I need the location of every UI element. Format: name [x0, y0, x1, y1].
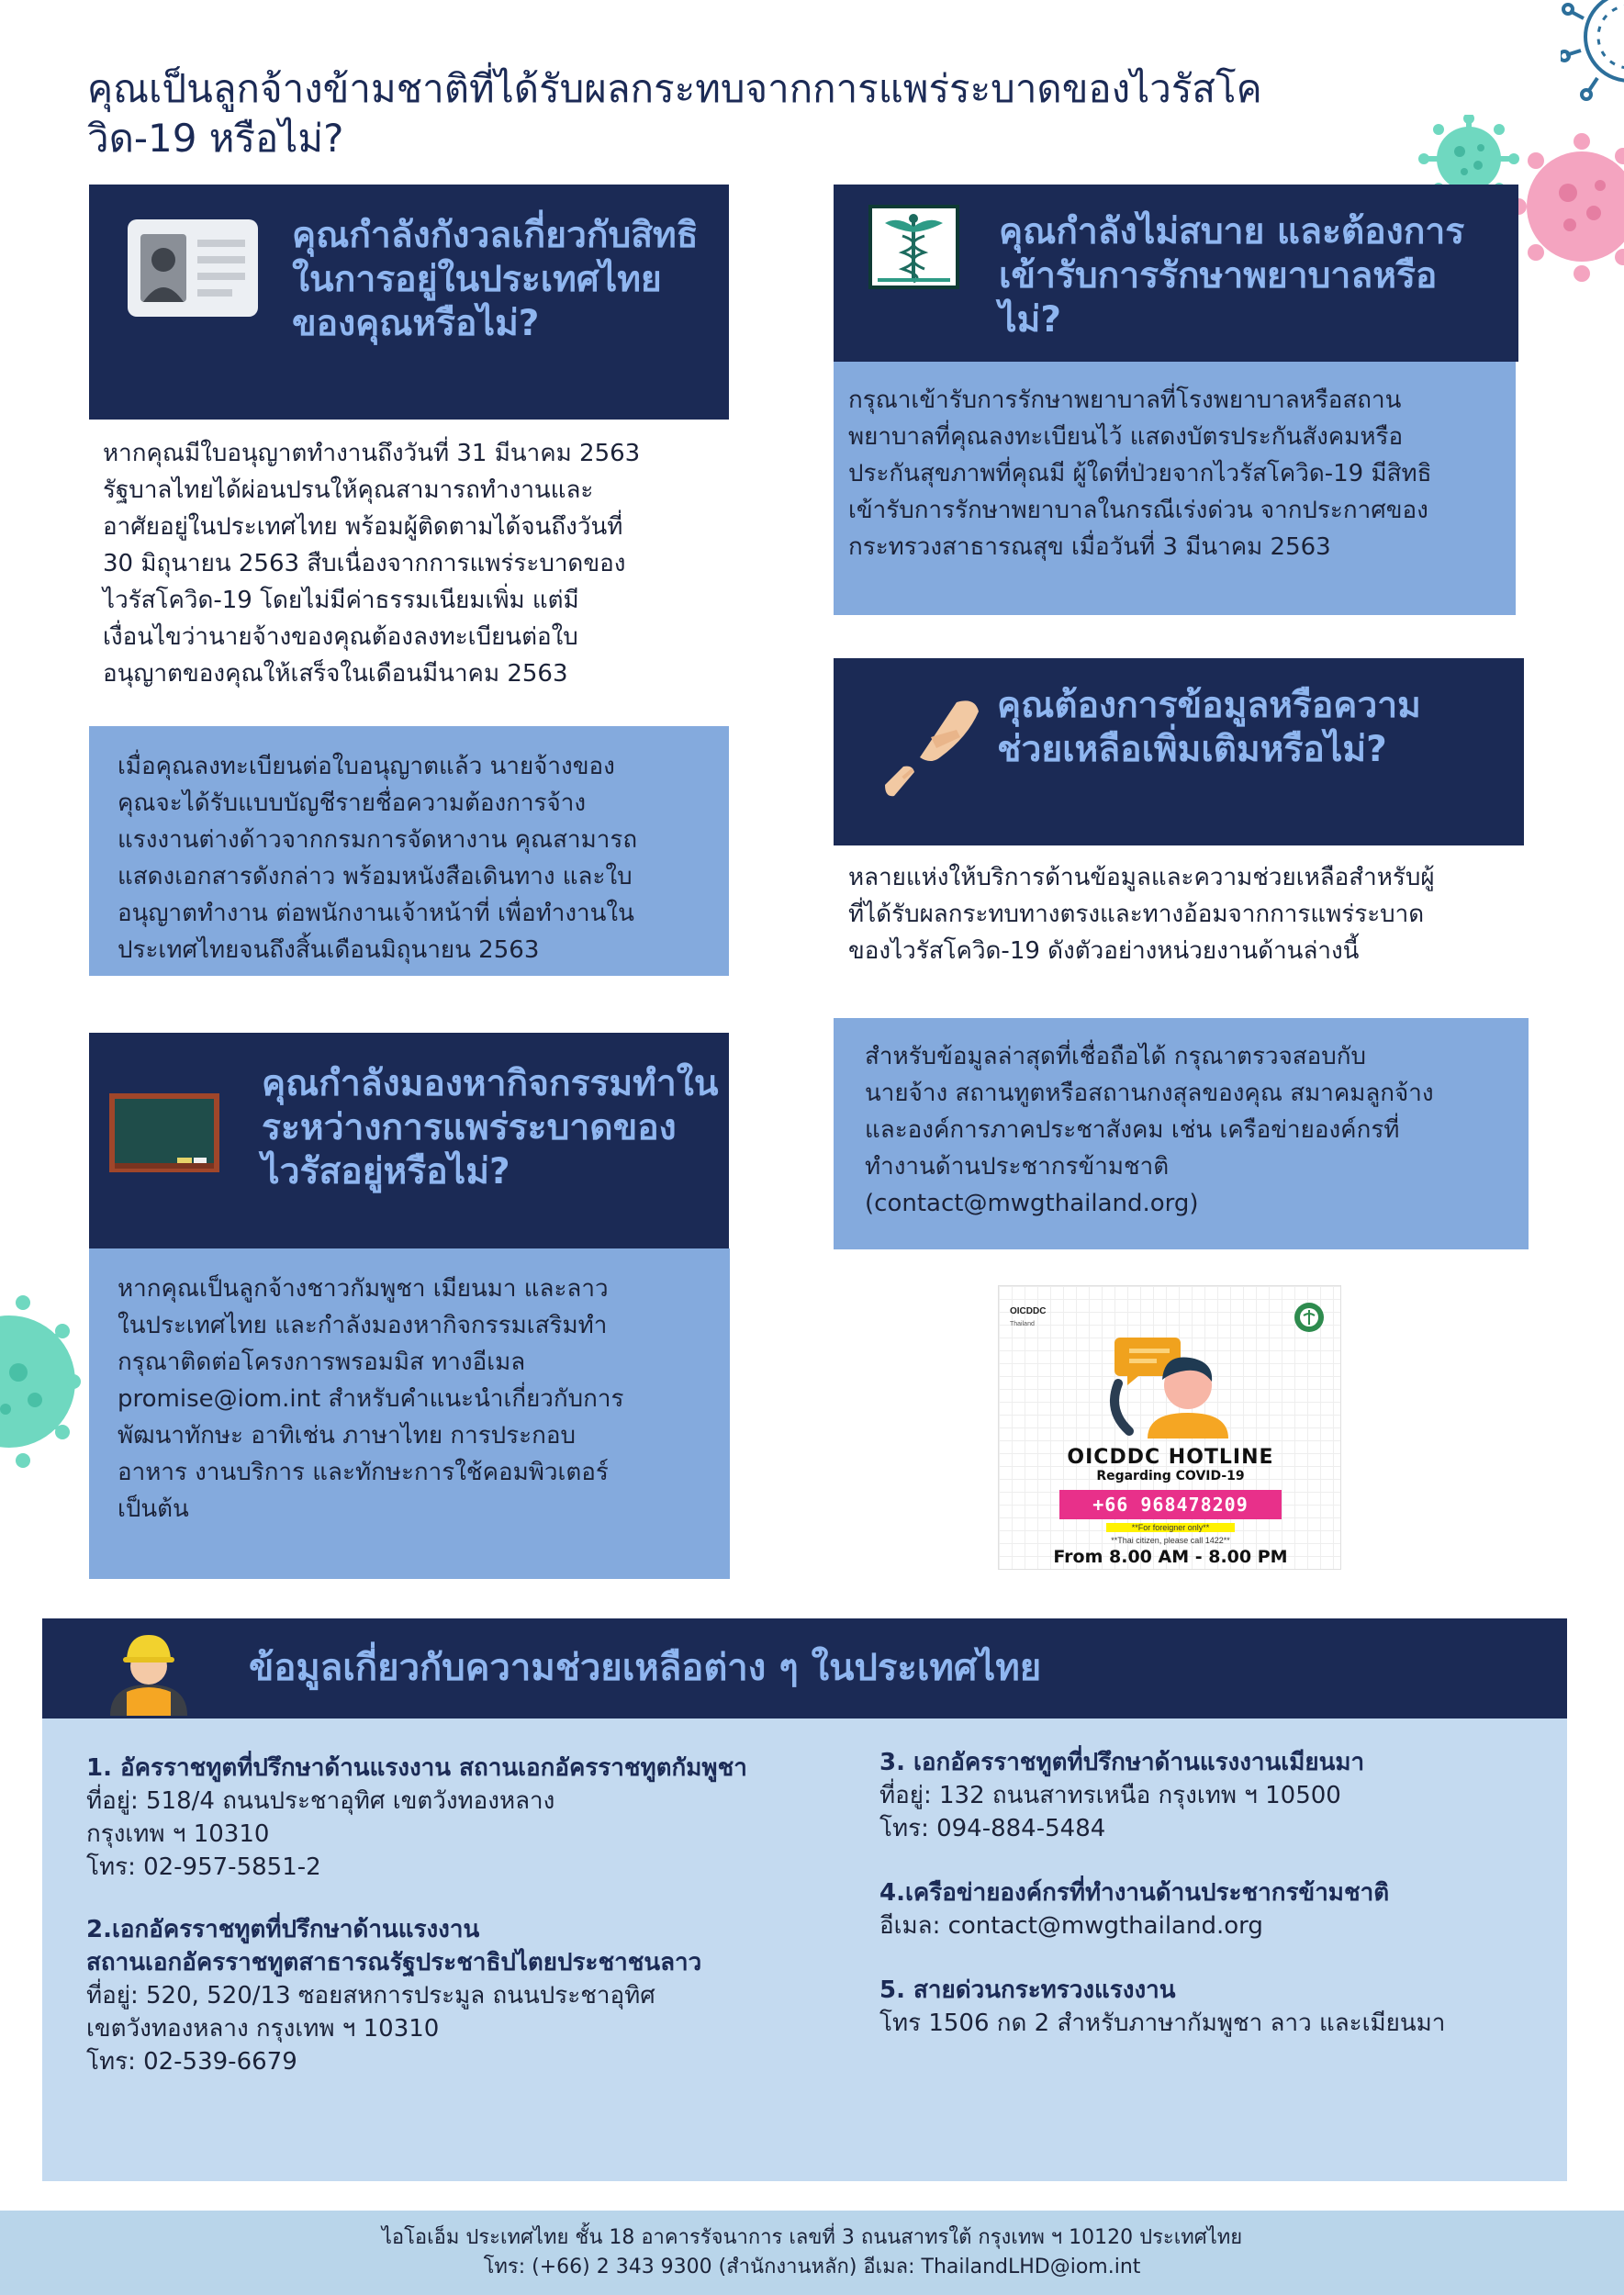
contact-item-title: 1. อัครราชทูตที่ปรึกษาด้านแรงงาน สถานเอกอัครราชทูตกัมพูชา — [86, 1754, 747, 1782]
activities-box — [89, 1248, 730, 1579]
caduceus-icon — [868, 205, 959, 289]
id-card-icon — [128, 219, 258, 317]
contact-item — [879, 1876, 1559, 1942]
residency-paragraph: หากคุณมีใบอนุญาตทำงานถึงวันที่ 31 มีนาคม 2563 รัฐบาลไทยได้ผ่อนปรนให้คุณสามารถทำงานและ อาศัยอยู่ในประเทศไทย พร้อมผู้ติดตามได้จนถึงวันที่ 30 มิถุนายน 2563 สืบเนื่องจากการแพร่ระบาดของ ไวรัสโควิด-19 โดยไม่มีค่าธรรมเนียมเพิ่ม แต่มี เงื่อนไขว่านายจ้างของคุณต้องลงทะเบียนต่อใบ อนุญาตของคุณให้เสร็จในเดือนมีนาคม 2563 — [103, 440, 641, 688]
help-box — [834, 1018, 1529, 1249]
call-agent-icon — [1107, 1328, 1236, 1443]
worker-icon — [105, 1628, 193, 1716]
residency-box-text: เมื่อคุณลงทะเบียนต่อใบอนุญาตแล้ว นายจ้างของ คุณจะได้รับแบบบัญชีรายชื่อความต้องการจ้าง แรงงานต่างด้าวจากกรมการจัดหางาน คุณสามารถ แสดงเอกสารดังกล่าว พร้อมหนังสือเดินทาง และใบ อนุญาตทำงาน ต่อพนักงานเจ้าหน้าที่ เพื่อทำงานใน ประเทศไทยจนถึงสิ้นเดือนมิถุนายน 2563 — [118, 753, 638, 964]
contact-item-title: 4.เครือข่ายองค์กรที่ทำงานด้านประชากรข้ามชาติ — [879, 1879, 1390, 1907]
medical-header — [834, 185, 1518, 362]
assistance-header — [42, 1618, 1567, 1718]
assistance-heading: ข้อมูลเกี่ยวกับความช่วยเหลือต่าง ๆ ในประเทศไทย — [249, 1647, 1042, 1689]
virus-icon — [1513, 129, 1624, 285]
chalkboard-icon — [109, 1093, 219, 1176]
contact-item-detail: ที่อยู่: 520, 520/13 ซอยสหการประมูล ถนนประชาอุทิศ เขตวังทองหลาง กรุงเทพ ฯ 10310 โทร: 02-539-6679 — [86, 1982, 655, 2076]
contact-item — [879, 1974, 1559, 2040]
hotline-title: OICDDC HOTLINE — [1067, 1446, 1274, 1469]
help-box-text: สำหรับข้อมูลล่าสุดที่เชื่อถือได้ กรุณาตรวจสอบกับ นายจ้าง สถานทูตหรือสถานกงสุลของคุณ สมาคมลูกจ้าง และองค์การภาคประชาสังคม เช่น เครือข่ายองค์กรที่ ทำงานด้านประชากรข้ามชาติ (contact@mwgthailand.org) — [865, 1043, 1434, 1217]
contact-item-title: 5. สายด่วนกระทรวงแรงงาน — [879, 1976, 1176, 2004]
assistance-body — [42, 1718, 1567, 2181]
help-paragraph: หลายแห่งให้บริการด้านข้อมูลและความช่วยเหลือสำหรับผู้ ที่ได้รับผลกระทบทางตรงและทางอ้อมจากการแพร่ระบาด ของไวรัสโควิด-19 ดังตัวอย่างหน่วยงานด้านล่างนี้ — [848, 864, 1435, 965]
hotline-note-thai: **Thai citizen, please call 1422** — [1111, 1536, 1230, 1545]
contact-item-detail: โทร 1506 กด 2 สำหรับภาษากัมพูชา ลาว และเมียนมา — [879, 2010, 1446, 2037]
virus-icon — [0, 1290, 87, 1473]
contact-item-title: 3. เอกอัครราชทูตที่ปรึกษาด้านแรงงานเมียนมา — [879, 1749, 1365, 1776]
ministry-logo-icon — [1293, 1301, 1326, 1334]
contact-item — [879, 1746, 1559, 1845]
activities-heading: คุณกำลังมองหากิจกรรมทำในระหว่างการแพร่ระบาดของไวรัสอยู่หรือไม่? — [262, 1063, 719, 1192]
contact-item-detail: ที่อยู่: 518/4 ถนนประชาอุทิศ เขตวังทองหลาง กรุงเทพ ฯ 10310 โทร: 02-957-5851-2 — [86, 1787, 555, 1881]
medical-box — [834, 362, 1516, 615]
helping-hand-icon — [876, 693, 982, 800]
footer — [0, 2211, 1624, 2295]
help-header — [834, 658, 1524, 845]
contact-item — [86, 1752, 876, 1884]
medical-heading: คุณกำลังไม่สบาย และต้องการเข้ารับการรักษาพยาบาลหรือไม่? — [999, 211, 1465, 341]
medical-box-text: กรุณาเข้ารับการรักษาพยาบาลที่โรงพยาบาลหรือสถาน พยาบาลที่คุณลงทะเบียนไว้ แสดงบัตรประกันสังคมหรือ ประกันสุขภาพที่คุณมี ผู้ใดที่ป่วยจากไวรัสโควิด-19 มีสิทธิ เข้ารับการรักษาพยาบาลในกรณีเร่งด่วน จากประกาศของ กระทรวงสาธารณสุข เมื่อวันที่ 3 มีนาคม 2563 — [848, 386, 1432, 561]
hotline-org-sub: Thailand — [1010, 1321, 1035, 1327]
hotline-subtitle: Regarding COVID-19 — [1096, 1469, 1245, 1483]
hotline-note-foreigner: **For foreigner only** — [1106, 1523, 1235, 1532]
hotline-poster — [998, 1285, 1341, 1570]
activities-header — [89, 1033, 729, 1248]
hotline-hours: From 8.00 AM - 8.00 PM — [1053, 1547, 1288, 1567]
contact-item-title: 2.เอกอัครราชทูตที่ปรึกษาด้านแรงงาน สถานเอกอัครราชทูตสาธารณรัฐประชาธิปไตยประชาชนลาว — [86, 1916, 702, 1976]
residency-box — [89, 726, 729, 976]
virus-icon — [1561, 0, 1624, 101]
contact-item-detail: ที่อยู่: 132 ถนนสาทรเหนือ กรุงเทพ ฯ 10500 โทร: 094-884-5484 — [879, 1782, 1341, 1842]
contact-item-detail: อีเมล: contact@mwgthailand.org — [879, 1912, 1263, 1940]
residency-heading: คุณกำลังกังวลเกี่ยวกับสิทธิในการอยู่ในประเทศไทยของคุณหรือไม่? — [292, 215, 699, 344]
help-heading: คุณต้องการข้อมูลหรือความช่วยเหลือเพิ่มเติมหรือไม่? — [997, 685, 1421, 770]
activities-box-text: หากคุณเป็นลูกจ้างชาวกัมพูชา เมียนมา และลาว ในประเทศไทย และกำลังมองหากิจกรรมเสริมทำ กรุณาติดต่อโครงการพรอมมิส ทางอีเมล promise@iom.int สำหรับคำแนะนำเกี่ยวกับการ พัฒนาทักษะ อาทิเช่น ภาษาไทย การประกอบ อาหาร งานบริการ และทักษะการใช้คอมพิวเตอร์ เป็นต้น — [118, 1275, 624, 1523]
footer-contact: โทร: (+66) 2 343 9300 (สำนักงานหลัก) อีเมล: ThailandLHD@iom.int — [483, 2256, 1141, 2278]
hotline-org: OICDDC — [1010, 1306, 1047, 1316]
page-title: คุณเป็นลูกจ้างข้ามชาติที่ได้รับผลกระทบจากการแพร่ระบาดของไวรัสโควิด-19 หรือไม่? — [87, 66, 1262, 161]
residency-header — [89, 185, 729, 420]
contact-item — [86, 1913, 876, 2078]
hotline-phone: +66 968478209 — [1059, 1490, 1282, 1519]
footer-address: ไอโอเอ็ม ประเทศไทย ชั้น 18 อาคารรัจนาการ เลขที่ 3 ถนนสาทรใต้ กรุงเทพ ฯ 10120 ประเทศไทย — [381, 2226, 1243, 2249]
